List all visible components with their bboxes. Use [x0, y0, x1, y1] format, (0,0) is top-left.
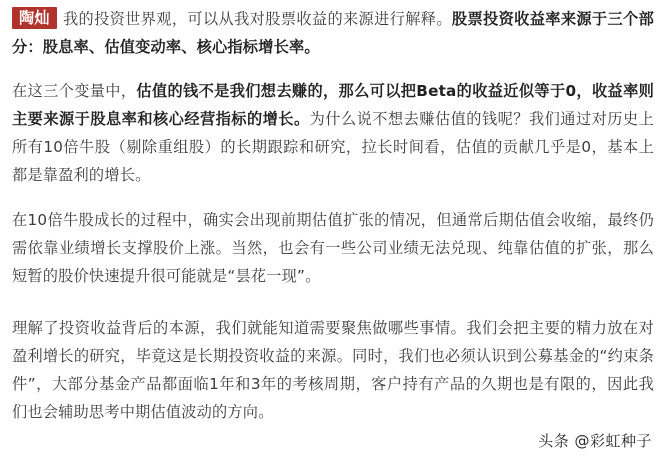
paragraph-1: [12, 5, 654, 61]
paragraph-1-bold: 股票投资收益率来源于三个部分：股息率、估值变动率、核心指标增长率。: [12, 10, 654, 56]
source-watermark: 头条 @彩虹种子: [538, 432, 652, 450]
paragraph-2-text-b: 为什么说不想去赚估值的钱呢？我们通过对历史上所有10倍牛股（剔除重组股）的长期跟踪和研究，拉长时间看，估值的贡献几乎是0，基本上都是靠盈利的增长。: [12, 110, 654, 184]
paragraph-4-text: 理解了投资收益背后的本源，我们就能知道需要聚焦做哪些事情。我们会把主要的精力放在对盈利增长的研究，毕竟这是长期投资收益的来源。同时，我们也必须认识到公募基金的“约束条件”，大部分基金产品都面临1年和3年的考核周期，客户持有产品的久期也是有限的，因此我们也会辅助思考中期估值波动的方向。: [12, 319, 654, 421]
paragraph-2-bold: 估值的钱不是我们想去赚的，那么可以把Beta的收益近似等于0，收益率则主要来源于股息率和核心经营指标的增长。: [12, 82, 655, 128]
paragraph-3: [12, 206, 654, 290]
article-body: [12, 5, 654, 444]
paragraph-3-text: 在10倍牛股成长的过程中，确实会出现前期估值扩张的情况，但通常后期估值会收缩，最终仍需依靠业绩增长支撑股价上涨。当然，也会有一些公司业绩无法兑现、纯靠估值的扩张，那么短暂的股价快速提升很可能就是“昙花一现”。: [12, 211, 654, 285]
paragraph-4: [12, 314, 654, 426]
paragraph-1-text: 我的投资世界观，可以从我对股票收益的来源进行解释。: [62, 10, 452, 28]
paragraph-2: [12, 77, 654, 189]
speaker-tag: 陶灿: [12, 7, 57, 29]
paragraph-2-text-a: 在这三个变量中，: [12, 82, 137, 100]
